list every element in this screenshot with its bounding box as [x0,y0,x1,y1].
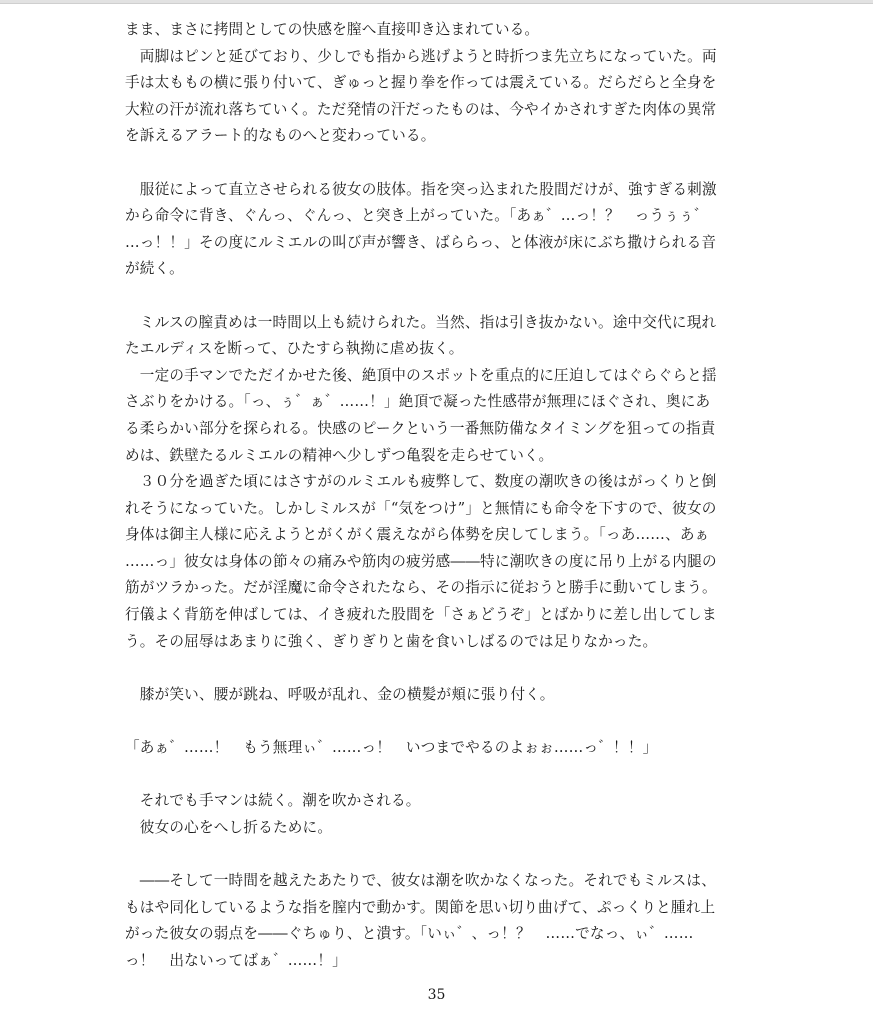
text-line: それでも手マンは続く。潮を吹かされる。 [125,792,421,810]
text-line: 服従によって直立させられる彼女の肢体。指を突っ込まれた股間だけが、強すぎる刺激 [125,180,717,198]
text-line: 筋がツラかった。だが淫魔に命令されたなら、その指示に従おうと勝手に動いてしまう。 [125,579,717,597]
text-line: まま、まさに拷問としての快感を膣へ直接叩き込まれている。 [125,21,540,38]
text-line: ミルスの膣責めは一時間以上も続けられた。当然、指は引き抜かない。途中交代に現れ [125,313,717,331]
blank-line [125,841,745,868]
text-line: 行儀よく背筋を伸ばしては、イき疲れた股間を「さぁどうぞ」とばかりに差し出してしま [125,606,717,624]
text-line: 「あぁ゛……！ もう無理ぃ゛……っ！ いつまでやるのよぉぉ……っ゛！！」 [125,739,658,757]
text-line: から命令に背き、ぐんっ、ぐんっ、と突き上がっていた。「あぁ゛…っ！？ っうぅぅ゛ [125,207,709,225]
text-line: 手は太ももの横に張り付いて、ぎゅっと握り拳を作っては震えている。だらだらと全身を [125,74,717,92]
text-line: が続く。 [125,260,184,278]
text-line: 大粒の汗が流れ落ちていく。ただ発情の汗だったものは、今やイかされすぎた肉体の異常 [125,100,717,118]
text-line: 膝が笑い、腰が跳ね、呼吸が乱れ、金の横髪が頬に張り付く。 [125,685,555,703]
text-line: を訴えるアラート的なものへと変わっている。 [125,127,436,145]
blank-line [125,655,745,682]
document-page [125,17,745,974]
text-line: さぶりをかける。「っ、ぅ゛ぁ゛……！」絶頂で凝った性感帯が無理にほぐされ、奥にあ [125,393,711,411]
text-line: ――そして一時間を越えたあたりで、彼女は潮を吹かなくなった。それでもミルスは、 [125,872,717,889]
text-line: う。その屈辱はあまりに強く、ぎりぎりと歯を食いしばるのでは足りなかった。 [125,632,658,650]
text-line: 両脚はピンと延びており、少しでも指から逃げようと時折つま先立ちになっていた。両 [125,47,717,65]
text-line: っ！ 出ないってばぁ゛……！」 [125,951,347,969]
text-line: がった彼女の弱点を――ぐちゅり、と潰す。「いぃ゛、っ！？ ……でなっ、ぃ゛…… [125,925,694,943]
blank-line [125,708,745,735]
top-border [0,0,873,4]
page-number: 35 [427,987,446,1003]
text-line: ３０分を過ぎた頃にはさすがのルミエルも疲弊して、数度の潮吹きの後はがっくりと倒 [125,473,717,491]
blank-line [125,283,745,310]
text-line: 彼女の心をへし折るために。 [125,818,333,836]
text-line: れそうになっていた。しかしミルスが「“気をつけ”」と無情にも命令を下すので、彼女の [125,499,717,517]
text-line: 一定の手マンでただイかせた後、絶頂中のスポットを重点的に圧迫してはぐらぐらと揺 [125,366,717,384]
text-line: ……っ」彼女は身体の節々の痛みや筋肉の疲労感――特に潮吹きの度に吊り上がる内腿の [125,552,717,570]
text-line: 身体は御主人様に応えようとがくがく震えながら体勢を戻してしまう。「っあ……、あぁ [125,526,710,544]
text-line: めは、鉄壁たるルミエルの精神へ少しずつ亀裂を走らせていく。 [125,446,554,464]
text-line: たエルディスを断って、ひたすら執拗に虐め抜く。 [125,340,464,358]
text-line: もはや同化しているような指を膣内で動かす。関節を思い切り曲げて、ぷっくりと腫れ上 [125,898,716,916]
text-line: る柔らかい部分を探られる。快感のピークという一番無防備なタイミングを狙っての指責 [125,419,716,437]
blank-line [125,762,745,789]
text-line: …っ！！」その度にルミエルの叫び声が響き、ばららっ、と体液が床にぶち撒けられる音 [125,233,717,251]
blank-line [125,150,745,177]
